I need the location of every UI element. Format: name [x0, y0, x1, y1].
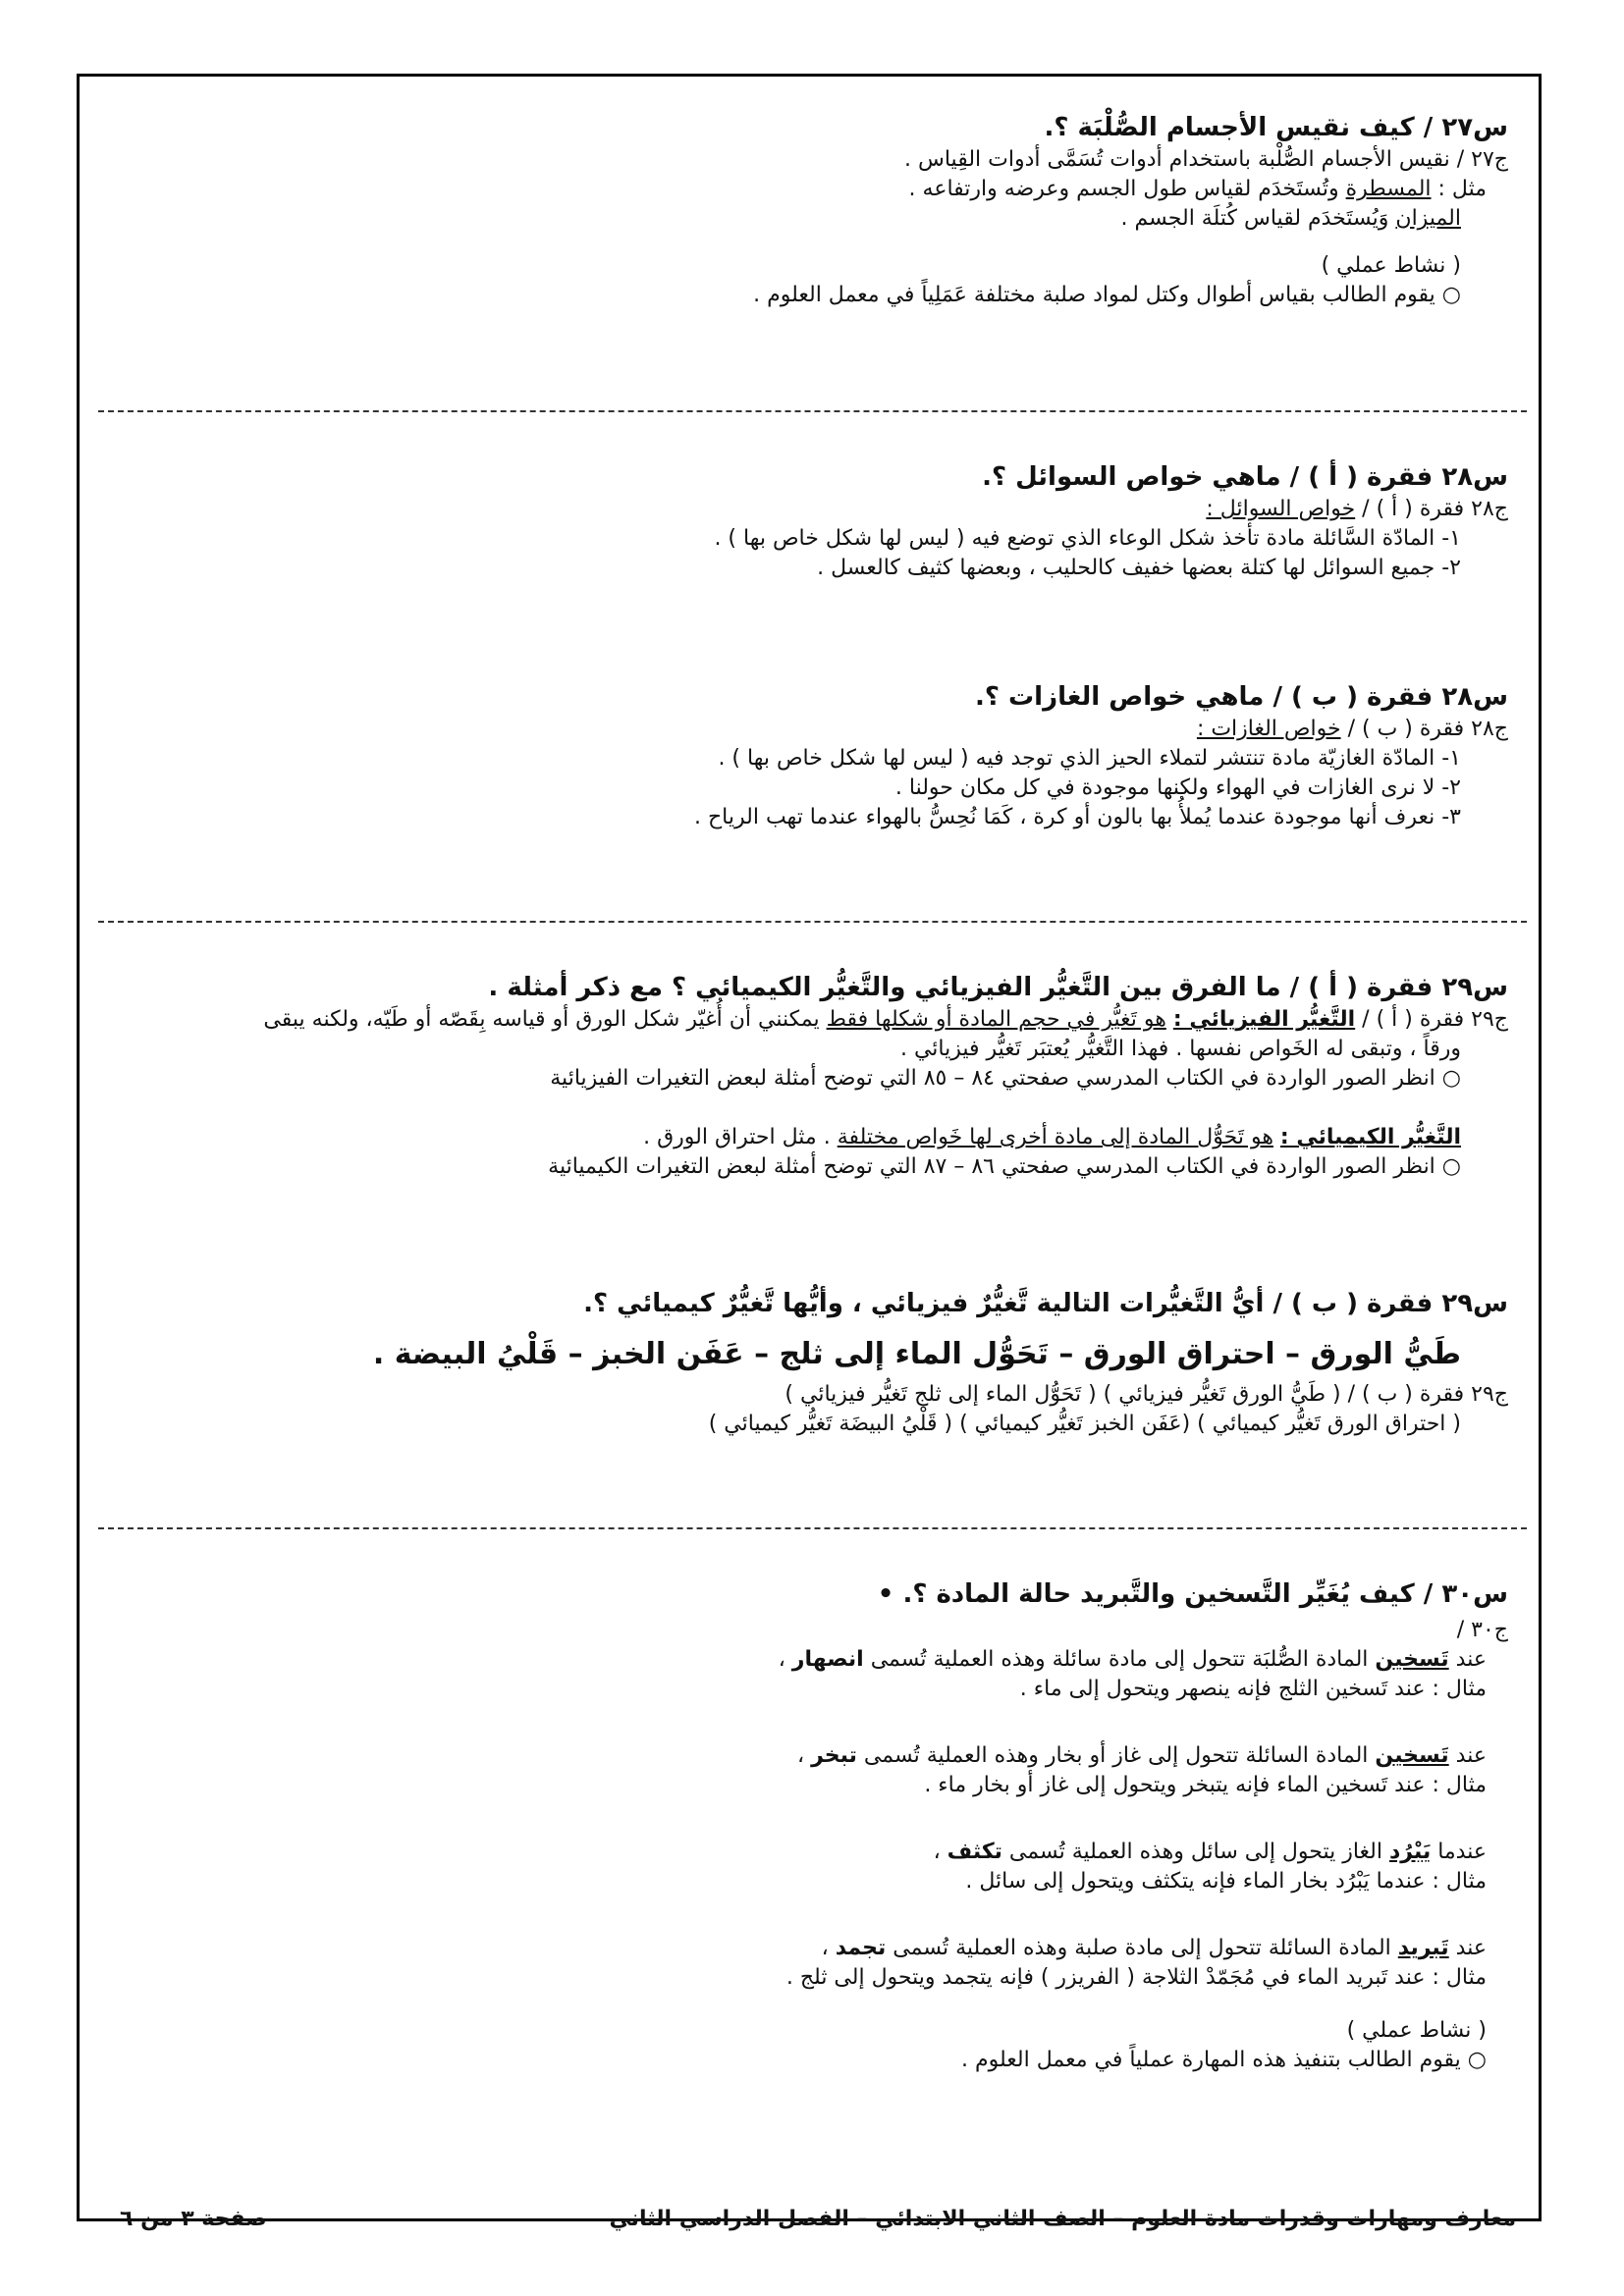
footer-title: معارف ومهارات وقدرات مادة العلوم – الصف الثاني الابتدائي – الفصل الدراسي الثاني [609, 2207, 1516, 2231]
answer-28b: ج٢٨ فقرة ( ب ) / خواص الغازات : [1196, 717, 1508, 741]
list-item: ٢- جميع السوائل لها كتلة بعضها خفيف كالحليب ، وبعضها كثيف كالعسل . [817, 556, 1461, 580]
process-evaporation: عند تَسخين المادة السائلة تتحول إلى غاز أو بخار وهذه العملية تُسمى تبخر ، [797, 1743, 1487, 1768]
chemical-change-definition: التَّغيُّر الكيميائي : هو تَحَوُّل المادة إلى مادة أخرى لها خَواص مختلفة . مثل احتراق الورق . [643, 1125, 1461, 1149]
page-number: صفحة ٣ من ٦ [120, 2207, 267, 2231]
list-item: ١- المادّة الغازيّة مادة تنتشر لتملاء الحيز الذي توجد فيه ( ليس لها شكل خاص بها ) . [718, 746, 1461, 771]
section-q28b [114, 679, 1508, 832]
section-q29b [114, 1286, 1508, 1439]
example-scale: الميزان وَيُستَخدَم لقياس كُتلَة الجسم . [1120, 206, 1461, 231]
changes-list: طَيُّ الورق – احتراق الورق – تَحَوُّل الماء إلى ثلج – عَفَن الخبز – قَلْيُ البيضة . [372, 1337, 1461, 1371]
list-item: ٢- لا نرى الغازات في الهواء ولكنها موجودة في كل مكان حولنا . [894, 775, 1461, 800]
physical-change-continuation: ورقاً ، وتبقى له الخَواص نفسها . فهذا التَّغيُّر يُعتبَر تَغيُّر فيزيائي . [899, 1037, 1461, 1061]
section-divider [98, 921, 1527, 923]
process-condensation: عندما يَبْرُد الغاز يتحول إلى سائل وهذه العملية تُسمى تكثف ، [933, 1840, 1487, 1864]
answer-28a: ج٢٨ فقرة ( أ ) / خواص السوائل : [1206, 497, 1508, 521]
question-27: س٢٧ / كيف نقيس الأجسام الصُّلْبَة ؟. [1044, 113, 1508, 142]
section-q27 [114, 110, 1508, 310]
question-28b: س٢٨ فقرة ( ب ) / ماهي خواص الغازات ؟. [975, 682, 1508, 712]
question-28a: س٢٨ فقرة ( أ ) / ماهي خواص السوائل ؟. [982, 462, 1508, 492]
section-q30 [114, 1576, 1508, 2075]
physical-change-note: ○ انظر الصور الواردة في الكتاب المدرسي صفحتي ٨٤ – ٨٥ التي توضح أمثلة لبعض التغيرات الفيزيائية [550, 1066, 1461, 1091]
activity-label-30: ( نشاط عملي ) [1346, 2018, 1487, 2043]
section-q29a [114, 970, 1508, 1182]
activity-text-30: ○ يقوم الطالب بتنفيذ هذه المهارة عملياً في معمل العلوم . [961, 2048, 1487, 2072]
process-freezing: عند تَبريد المادة السائلة تتحول إلى مادة صلبة وهذه العملية تُسمى تجمد ، [821, 1936, 1487, 1960]
question-30: س٣٠ / كيف يُغَيِّر التَّسخين والتَّبريد حالة المادة ؟. • [877, 1579, 1508, 1609]
answer-29b-line1: ج٢٩ فقرة ( ب ) / ( طَيُّ الورق تَغيُّر فيزيائي ) ( تَحَوُّل الماء إلى ثلج تَغيُّر فيزيائي ) [785, 1382, 1508, 1407]
list-item: ٣- نعرف أنها موجودة عندما يُملأُ بها بالون أو كرة ، كَمَا نُحِسُّ بالهواء عندما تهب الرياح . [693, 805, 1461, 829]
example-condensation: مثال : عندما يَبْرُد بخار الماء فإنه يتكثف ويتحول إلى سائل . [965, 1869, 1487, 1894]
section-divider [98, 1527, 1527, 1529]
answer-27: ج٢٧ / نقيس الأجسام الصُّلْبة باستخدام أدوات تُسَمَّى أدوات القِياس . [904, 147, 1508, 172]
activity-label-27: ( نشاط عملي ) [1321, 253, 1461, 278]
answer-30: ج٣٠ / [1456, 1618, 1508, 1642]
example-melting: مثال : عند تَسخين الثلج فإنه ينصهر ويتحول إلى ماء . [1019, 1677, 1487, 1701]
example-ruler: مثل : المسطرة وتُستَخدَم لقياس طول الجسم وعرضه وارتفاعه . [908, 177, 1487, 201]
answer-29b-line2: ( احتراق الورق تَغيُّر كيميائي ) (عَفَن الخبز تَغيُّر كيميائي ) ( قَلْيُ البيضَة تَغيُّر كيميائي ) [708, 1412, 1461, 1436]
process-melting: عند تَسخين المادة الصُّلبَة تتحول إلى مادة سائلة وهذه العملية تُسمى انصهار ، [778, 1647, 1487, 1672]
chemical-change-note: ○ انظر الصور الواردة في الكتاب المدرسي صفحتي ٨٦ – ٨٧ التي توضح أمثلة لبعض التغيرات الكيميائية [548, 1154, 1461, 1179]
example-freezing: مثال : عند تَبريد الماء في مُجَمّدْ الثلاجة ( الفريزر ) فإنه يتجمد ويتحول إلى ثلج . [785, 1965, 1487, 1990]
physical-change-definition: ج٢٩ فقرة ( أ ) / التَّغيُّر الفيزيائي : هو تَغيُّر في حجم المادة أو شكلها فقط يمكنني أن أُغيّر شكل الورق أو قياسه بِقَصّه أو طَيّه، ولكنه يبقى [263, 1007, 1508, 1032]
example-evaporation: مثال : عند تَسخين الماء فإنه يتبخر ويتحول إلى غاز أو بخار ماء . [924, 1773, 1487, 1797]
section-divider [98, 410, 1527, 412]
list-item: ١- المادّة السَّائلة مادة تأخذ شكل الوعاء الذي توضع فيه ( ليس لها شكل خاص بها ) . [714, 526, 1461, 551]
section-q28a [114, 459, 1508, 583]
question-29a: س٢٩ فقرة ( أ ) / ما الفرق بين التَّغيُّر الفيزيائي والتَّغيُّر الكيميائي ؟ مع ذكر أمثلة . [488, 973, 1508, 1002]
question-29b: س٢٩ فقرة ( ب ) / أيُّ التَّغيُّرات التالية تَّغيُّرٌ فيزيائي ، وأيُّها تَّغيُّرٌ كيميائي ؟. [583, 1289, 1508, 1318]
activity-text-27: ○ يقوم الطالب بقياس أطوال وكتل لمواد صلبة مختلفة عَمَلِياً في معمل العلوم . [753, 283, 1461, 307]
